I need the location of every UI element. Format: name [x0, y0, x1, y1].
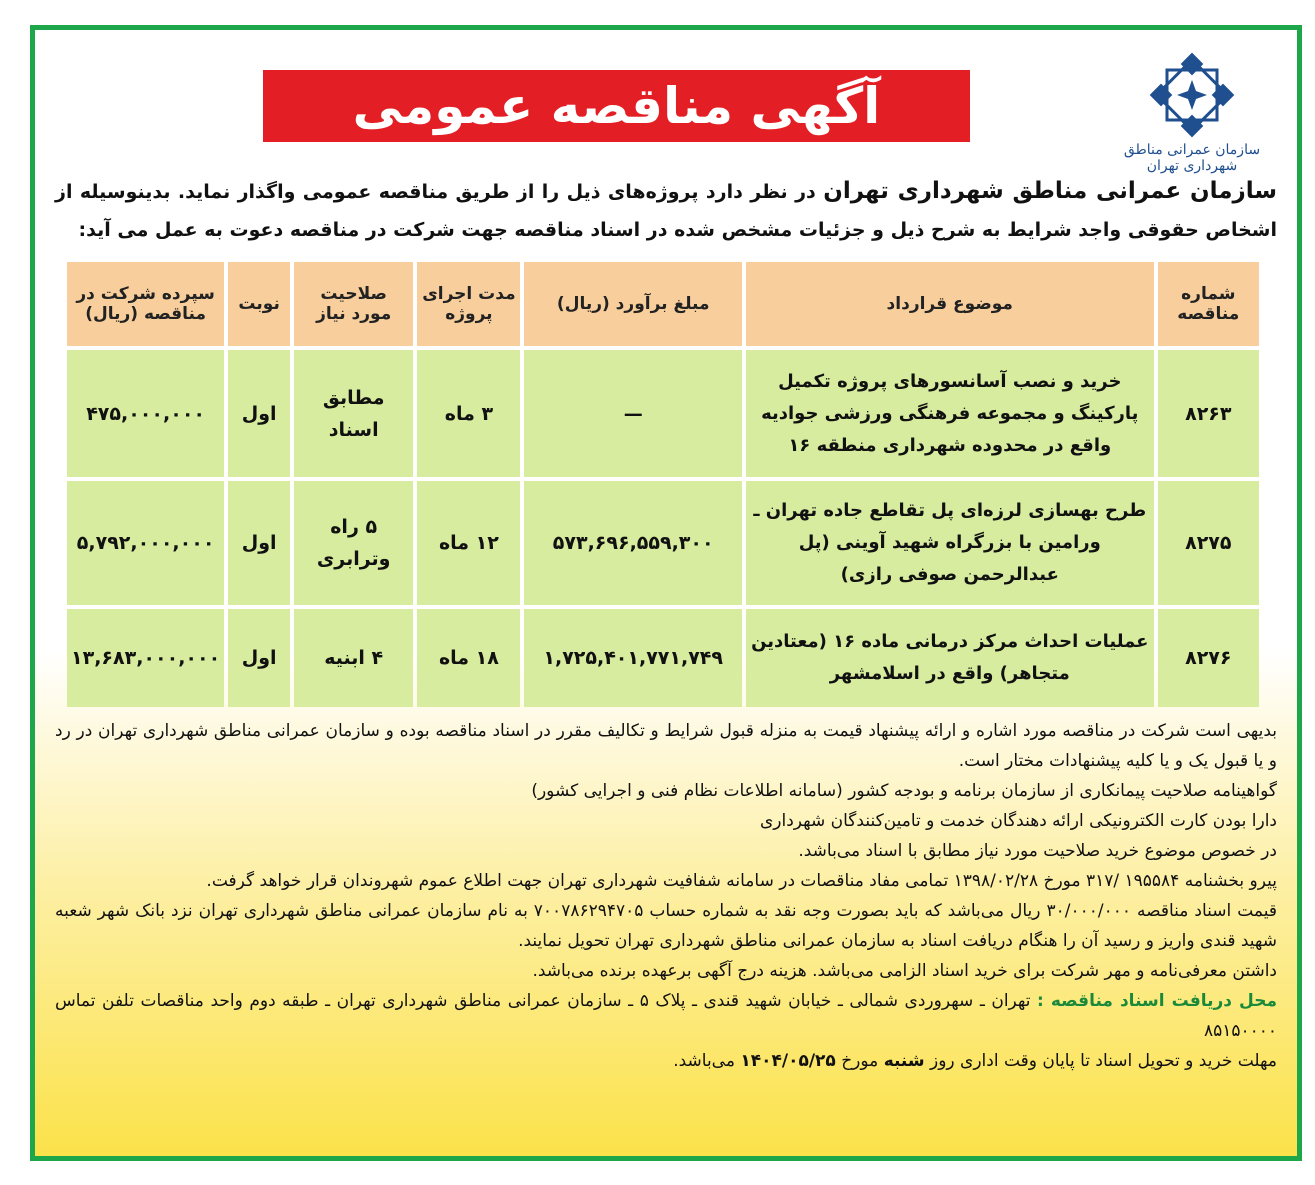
- subject: عملیات احداث مرکز درمانی ماده ۱۶ (معتادین متجاهر) واقع در اسلامشهر: [746, 609, 1154, 707]
- header-tender-number: شماره مناقصه: [1158, 262, 1259, 346]
- intro-paragraph: [55, 172, 1277, 249]
- qualification: ۴ ابنیه: [294, 609, 413, 707]
- table-row: [67, 481, 1259, 605]
- notes-section: [55, 716, 1277, 1076]
- table-row: [67, 350, 1259, 477]
- note-item: گواهینامه صلاحیت پیمانکاری از سازمان برنامه و بودجه کشور (سامانه اطلاعات نظام فنی و اجرایی کشور): [531, 781, 1277, 801]
- header-duration: مدت اجرای پروژه: [417, 262, 520, 346]
- address: [55, 986, 1277, 1046]
- notice-frame: [30, 25, 1302, 1161]
- tender-number: ۸۲۶۳: [1158, 350, 1259, 477]
- header-deposit: سپرده شرکت در مناقصه (ریال): [67, 262, 224, 346]
- header-estimate: مبلغ برآورد (ریال): [524, 262, 741, 346]
- organization-logo: [1117, 50, 1267, 174]
- header-subject: موضوع قرارداد: [746, 262, 1154, 346]
- deposit: ۵,۷۹۲,۰۰۰,۰۰۰: [67, 481, 224, 605]
- round: اول: [228, 350, 290, 477]
- subject: طرح بهسازی لرزه‌ای پل تقاطع جاده تهران ـ ورامین با بزرگراه شهید آوینی (پل عبدالرحمن صوفی رازی): [746, 481, 1154, 605]
- duration: ۱۲ ماه: [417, 481, 520, 605]
- subject: خرید و نصب آسانسورهای پروژه تکمیل پارکینگ و مجموعه فرهنگی ورزشی جوادیه واقع در محدوده شهرداری منطقه ۱۶: [746, 350, 1154, 477]
- note-item: دارا بودن کارت الکترونیکی ارائه دهندگان خدمت و تامین‌کنندگان شهرداری: [759, 811, 1277, 831]
- tender-number: ۸۲۷۶: [1158, 609, 1259, 707]
- deposit: ۱۳,۶۸۳,۰۰۰,۰۰۰: [67, 609, 224, 707]
- table-row: [67, 609, 1259, 707]
- address-text: تهران ـ سهروردی شمالی ـ خیابان شهید قندی ـ پلاک ۵ ـ سازمان عمرانی مناطق شهرداری تهران ـ طبقه دوم واحد مناقصات تلفن تماس ۸۵۱۵۰۰۰۰: [55, 991, 1277, 1041]
- tender-table: [63, 258, 1263, 711]
- note-item: داشتن معرفی‌نامه و مهر شرکت برای خرید اسناد الزامی می‌باشد. هزینه درج آگهی برعهده برنده می‌باشد.: [532, 961, 1277, 981]
- note-item: پیرو بخشنامه ۱۹۵۵۸۴ /۳۱۷ مورخ ۱۳۹۸/۰۲/۲۸ تمامی مفاد مناقصات در سامانه شفافیت شهرداری تهران جهت اطلاع عموم شهروندان قرار خواهد گرفت.: [206, 871, 1277, 891]
- notice-banner-title: آگهی مناقصه عمومی: [263, 70, 970, 142]
- deadline-mid: مورخ: [835, 1051, 884, 1071]
- note-item: در خصوص موضوع خرید صلاحیت مورد نیاز مطابق با اسناد می‌باشد.: [798, 841, 1277, 861]
- deadline: [55, 1046, 1277, 1076]
- intro-text: در نظر دارد پروژه‌های ذیل را از طریق مناقصه عمومی واگذار نماید. بدینوسیله از اشخاص حقوقی واجد شرایط به شرح ذیل و جزئیات مشخص شده در اسناد مناقصه جهت شرکت در مناقصه دعوت به عمل می آید:: [55, 181, 1277, 241]
- intro-org: سازمان عمرانی مناطق شهرداری تهران: [823, 178, 1277, 204]
- header-qualification: صلاحیت مورد نیاز: [294, 262, 413, 346]
- duration: ۱۸ ماه: [417, 609, 520, 707]
- note-item: قیمت اسناد مناقصه ۳۰/۰۰۰/۰۰۰ ریال می‌باشد که باید بصورت وجه نقد به شماره حساب ۷۰۰۷۸۶۲۹۴۷۰۵ به نام سازمان عمرانی مناطق شهرداری تهران نزد بانک شهر شعبه شهید قندی واریز و رسید آن را هنگام دریافت اسناد به سازمان عمرانی مناطق شهرداری تهران تحویل نمایند.: [55, 901, 1278, 951]
- estimate: —: [524, 350, 741, 477]
- round: اول: [228, 609, 290, 707]
- qualification: ۵ راه وترابری: [294, 481, 413, 605]
- deposit: ۴۷۵,۰۰۰,۰۰۰: [67, 350, 224, 477]
- round: اول: [228, 481, 290, 605]
- star-logo-icon: [1147, 50, 1237, 140]
- tender-number: ۸۲۷۵: [1158, 481, 1259, 605]
- logo-caption: سازمان عمرانی مناطق شهرداری تهران: [1123, 142, 1261, 174]
- duration: ۳ ماه: [417, 350, 520, 477]
- deadline-post: می‌باشد.: [673, 1051, 741, 1071]
- estimate: ۱,۷۲۵,۴۰۱,۷۷۱,۷۴۹: [524, 609, 741, 707]
- address-label: محل دریافت اسناد مناقصه :: [1037, 991, 1277, 1011]
- deadline-date: ۱۴۰۴/۰۵/۲۵: [740, 1051, 836, 1071]
- deadline-day: شنبه: [883, 1051, 925, 1071]
- note-item: بدیهی است شرکت در مناقصه مورد اشاره و ارائه پیشنهاد قیمت به منزله قبول شرایط و تکالیف مقرر در اسناد مناقصه بوده و سازمان عمرانی مناطق شهرداری تهران در رد و یا قبول یک و یا کلیه پیشنهادات مختار است.: [55, 721, 1277, 771]
- header-round: نوبت: [228, 262, 290, 346]
- qualification: مطابق اسناد: [294, 350, 413, 477]
- table-header-row: [67, 262, 1259, 346]
- estimate: ۵۷۳,۶۹۶,۵۵۹,۳۰۰: [524, 481, 741, 605]
- deadline-pre: مهلت خرید و تحویل اسناد تا پایان وقت اداری روز: [924, 1051, 1277, 1071]
